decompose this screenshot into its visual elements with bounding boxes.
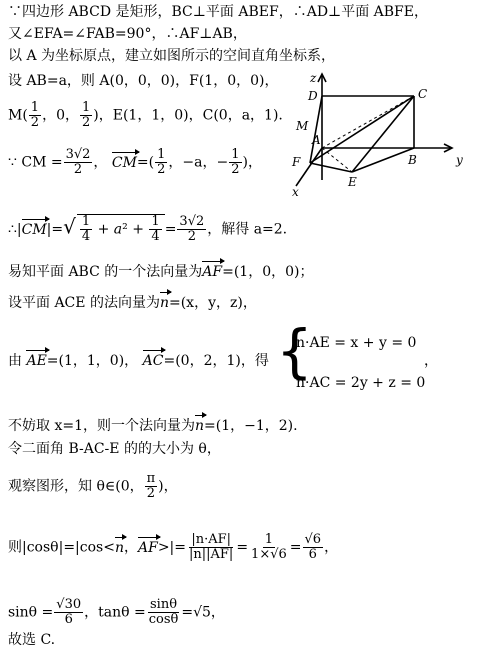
line5-part-b: ，0，: [42, 107, 79, 124]
text-line-6: [8, 148, 262, 177]
label-f: F: [292, 155, 301, 169]
line14-part-d: =: [236, 539, 249, 556]
line14-part-e: =: [289, 539, 302, 556]
line6-part-e: )，: [242, 154, 262, 171]
vector-af: AF: [202, 264, 223, 280]
fraction-3root2-over-2: $\frac{3√2}{2}$: [65, 147, 91, 177]
line15-part-c: =√5，: [181, 604, 225, 621]
system-equation-1: n·AE = x + y = 0: [296, 335, 417, 351]
text-line-9: [8, 294, 257, 312]
fraction-cos-def: $\frac{|n\cdot AF|}{|n||AF|}$: [189, 532, 234, 562]
text-line-13: [8, 472, 178, 501]
line8-part-b: =(1，0，0)；: [222, 264, 314, 280]
fraction-half-2: $\frac{1}{2}$: [82, 100, 91, 130]
line5-part-a: M(: [8, 107, 28, 124]
line6-part-b: ，: [93, 154, 108, 171]
text-line-4: 设 AB=a，则 A(0，0，0)，F(1，0，0)，: [8, 73, 279, 89]
line13-part-b: )，: [158, 478, 178, 495]
line10-part-c: =(0，2，1)，得: [163, 353, 269, 369]
label-y: y: [456, 153, 463, 167]
line10-part-a: 由: [8, 353, 22, 369]
line6-part-c: =(: [136, 154, 155, 171]
fraction-root30-over-6: $\frac{√30}{6}$: [56, 597, 82, 627]
line9-part-a: 设平面 ACE 的法向量为: [8, 295, 160, 311]
line14-part-c: >|=: [157, 539, 186, 556]
text-line-16: 故选 C.: [8, 632, 56, 648]
text-line-12: 令二面角 B-AC-E 的的大小为 θ，: [8, 441, 221, 457]
text-line-10: [8, 352, 269, 370]
line11-part-a: 不妨取 x=1，则一个法向量为: [8, 418, 195, 434]
vector-ae: AE: [26, 353, 47, 369]
text-line-7: [8, 214, 287, 244]
text-line-14: [8, 533, 338, 562]
line14-part-f: ，: [324, 539, 339, 556]
vector-n-3: n: [114, 539, 124, 556]
line6-part-a: ∵ CM =: [8, 154, 63, 171]
fraction-half-4: $\frac{1}{2}$: [231, 147, 240, 177]
line14-part-a: 则|cosθ|=|cos<: [8, 539, 115, 556]
line7-part-c: =: [164, 221, 177, 238]
fraction-root6-over-6: $\frac{√6}{6}$: [304, 532, 322, 562]
fraction-half: $\frac{1}{2}$: [30, 100, 40, 130]
line15-part-b: ，tanθ =: [84, 604, 146, 621]
system-comma: ，: [424, 353, 438, 369]
fraction-3root2-over-2-b: $\frac{3√2}{2}$: [179, 214, 205, 244]
text-line-11: [8, 417, 298, 435]
line15-part-a: sinθ =: [8, 604, 54, 621]
line11-part-b: =(1，−1，2).: [204, 418, 298, 434]
text-line-5: [8, 101, 283, 130]
coordinate-figure: [282, 68, 472, 198]
label-d: D: [308, 89, 318, 103]
sqrt-content: $\frac{1}{4}$ + a² + $\frac{1}{4}$: [77, 214, 165, 244]
text-line-15: [8, 598, 225, 627]
line5-part-c: )，E(1，1，0)，C(0，a，1).: [93, 107, 283, 124]
fraction-sin-over-cos: $\frac{\sin\theta}{\cos\theta}$: [148, 597, 179, 627]
vector-ac: AC: [142, 353, 164, 369]
line7-part-d: ，解得 a=2.: [207, 221, 288, 238]
text-line-8: [8, 263, 314, 281]
vector-cm-2: CM: [21, 221, 47, 238]
text-line-1: ∵四边形 ABCD 是矩形，BC⊥平面 ABEF，∴AD⊥平面 ABFE，: [8, 4, 428, 20]
sqrt-sign: √: [63, 214, 76, 239]
line6-part-d: ，−a，−: [168, 154, 229, 171]
line7-part-b: |=: [46, 221, 64, 238]
fraction-half-3: $\frac{1}{2}$: [157, 147, 166, 177]
label-a: A: [312, 133, 321, 147]
fraction-cos-value: $\frac{1}{1\times√6}$: [251, 532, 287, 562]
vector-af-2: AF: [137, 539, 158, 556]
vector-cm: CM: [111, 154, 137, 171]
label-e: E: [348, 175, 357, 189]
vector-n-2: n: [194, 418, 205, 434]
line9-part-b: =(x，y，z)，: [168, 295, 257, 311]
line10-part-b: =(1，1，0)，: [46, 353, 139, 369]
line14-part-b: ，: [123, 539, 138, 556]
label-m: M: [296, 119, 309, 133]
line7-part-a: ∴|: [8, 221, 22, 238]
line13-part-a: 观察图形，知 θ∈(0，: [8, 478, 144, 495]
fraction-pi-over-2: $\frac{\pi}{2}$: [146, 471, 156, 501]
vector-n: n: [159, 295, 169, 311]
label-x: x: [292, 185, 299, 198]
label-z: z: [310, 71, 317, 85]
label-c: C: [418, 87, 428, 101]
label-b: B: [408, 153, 417, 167]
system-brace: {: [276, 317, 313, 385]
text-line-3: 以 A 为坐标原点，建立如图所示的空间直角坐标系，: [8, 48, 336, 64]
system-equation-2: n·AC = 2y + z = 0: [296, 375, 426, 391]
line8-part-a: 易知平面 ABC 的一个法向量为: [8, 264, 203, 280]
text-line-2: 又∠EFA=∠FAB=90°，∴AF⊥AB，: [8, 26, 247, 42]
